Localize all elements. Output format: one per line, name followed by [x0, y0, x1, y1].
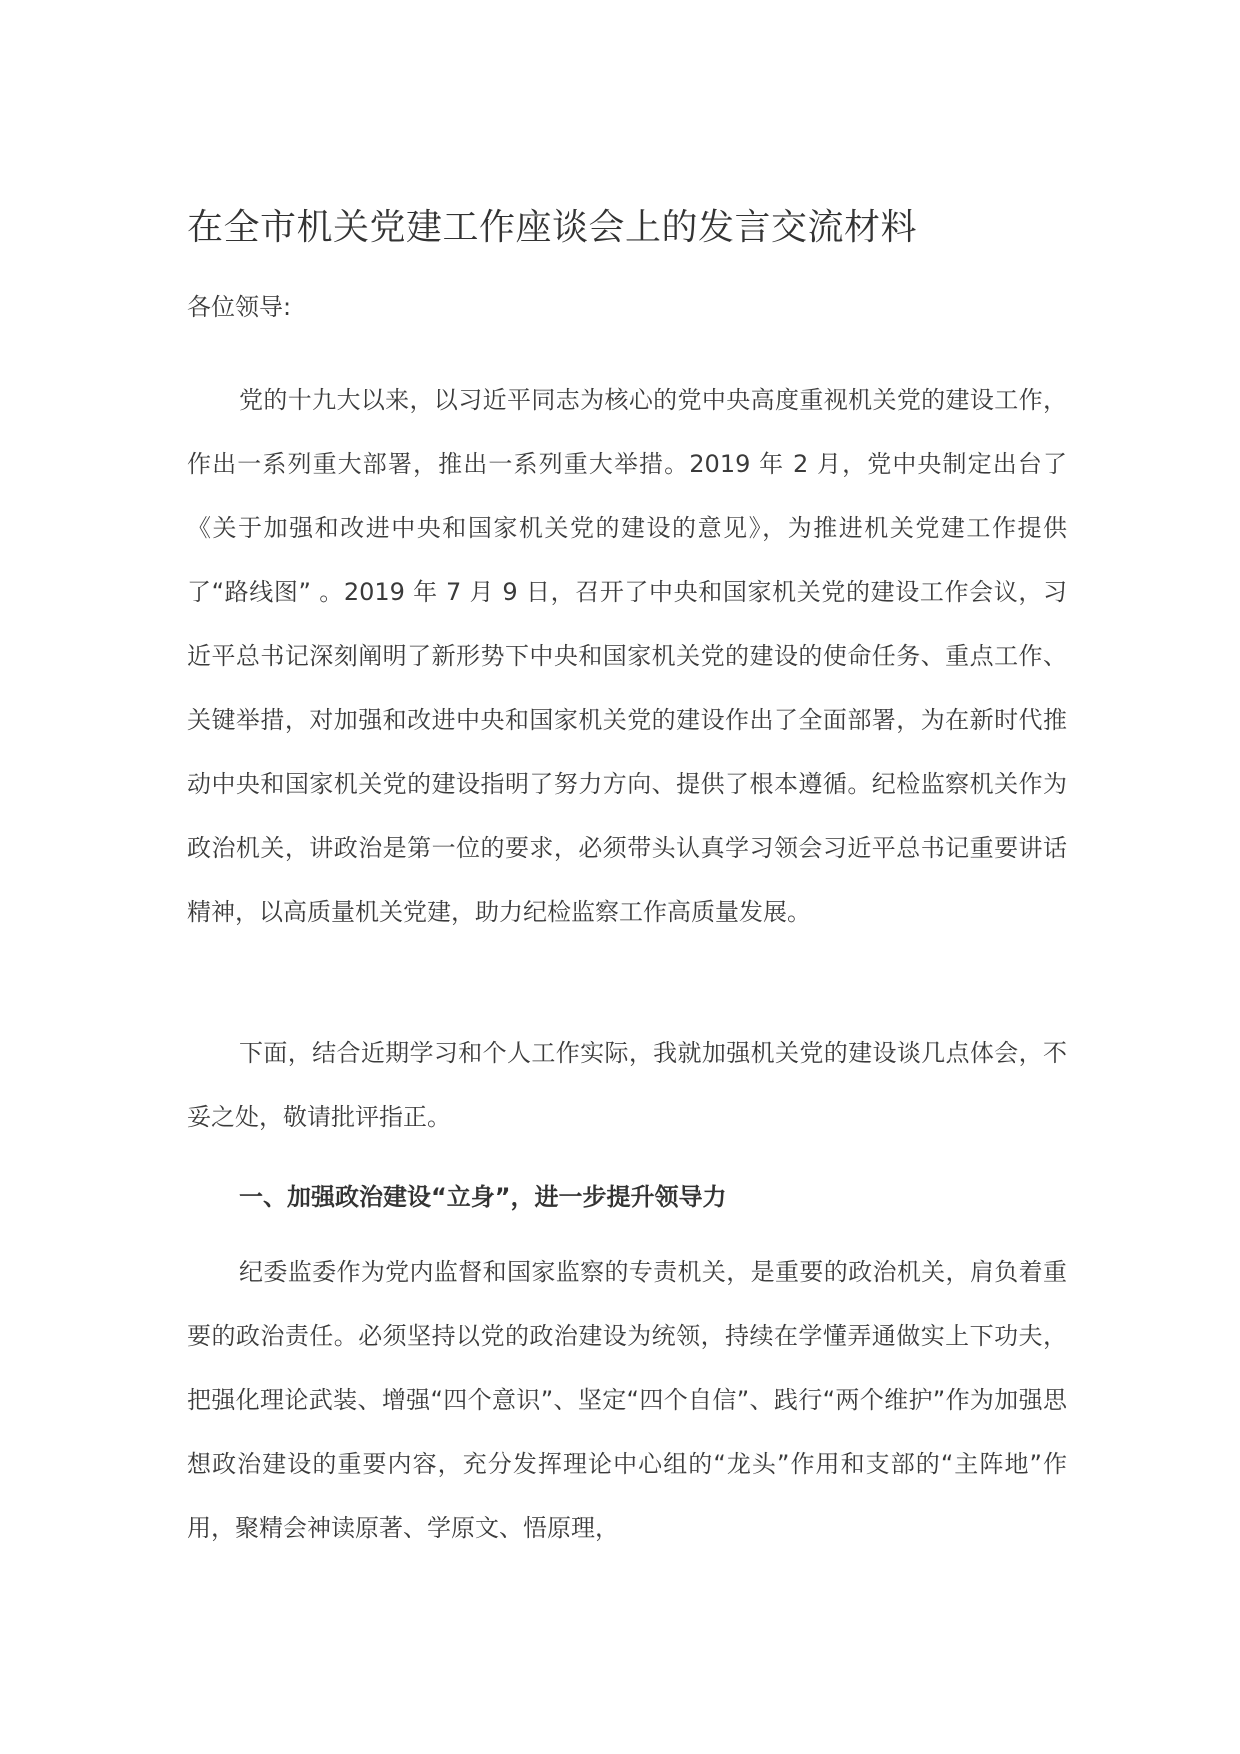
document-page: [187, 0, 1067, 1754]
document-title: 在全市机关党建工作座谈会上的发言交流材料: [187, 207, 918, 248]
section-heading-1: 一、加强政治建设“立身”，进一步提升领导力: [239, 1183, 727, 1211]
section-1-paragraph: 纪委监委作为党内监督和国家监察的专责机关，是重要的政治机关，肩负着重要的政治责任。必须坚持以党的政治建设为统领，持续在学懂弄通做实上下功夫，把强化理论武装、增强“四个意识”、坚定“四个自信”、践行“两个维护”作为加强思想政治建设的重要内容，充分发挥理论中心组的“龙头”作用和支部的“主阵地”作用，聚精会神读原著、学原文、悟原理，: [187, 1258, 1067, 1542]
body-paragraph-preface: 下面，结合近期学习和个人工作实际，我就加强机关党的建设谈几点体会，不妥之处，敬请批评指正。: [187, 1039, 1067, 1131]
salutation: 各位领导:: [187, 293, 292, 321]
body-paragraph-intro: 党的十九大以来，以习近平同志为核心的党中央高度重视机关党的建设工作，作出一系列重大部署，推出一系列重大举措。2019 年 2 月，党中央制定出台了《关于加强和改进中央和国家机关党的建设的意见》，为推进机关党建工作提供了“路线图” 。2019 年 7 月 9 日，召开了中央和国家机关党的建设工作会议，习近平总书记深刻阐明了新形势下中央和国家机关党的建设的使命任务、重点工作、关键举措，对加强和改进中央和国家机关党的建设作出了全面部署，为在新时代推动中央和国家机关党的建设指明了努力方向、提供了根本遵循。纪检监察机关作为政治机关，讲政治是第一位的要求，必须带头认真学习领会习近平总书记重要讲话精神，以高质量机关党建，助力纪检监察工作高质量发展。: [187, 386, 1067, 926]
